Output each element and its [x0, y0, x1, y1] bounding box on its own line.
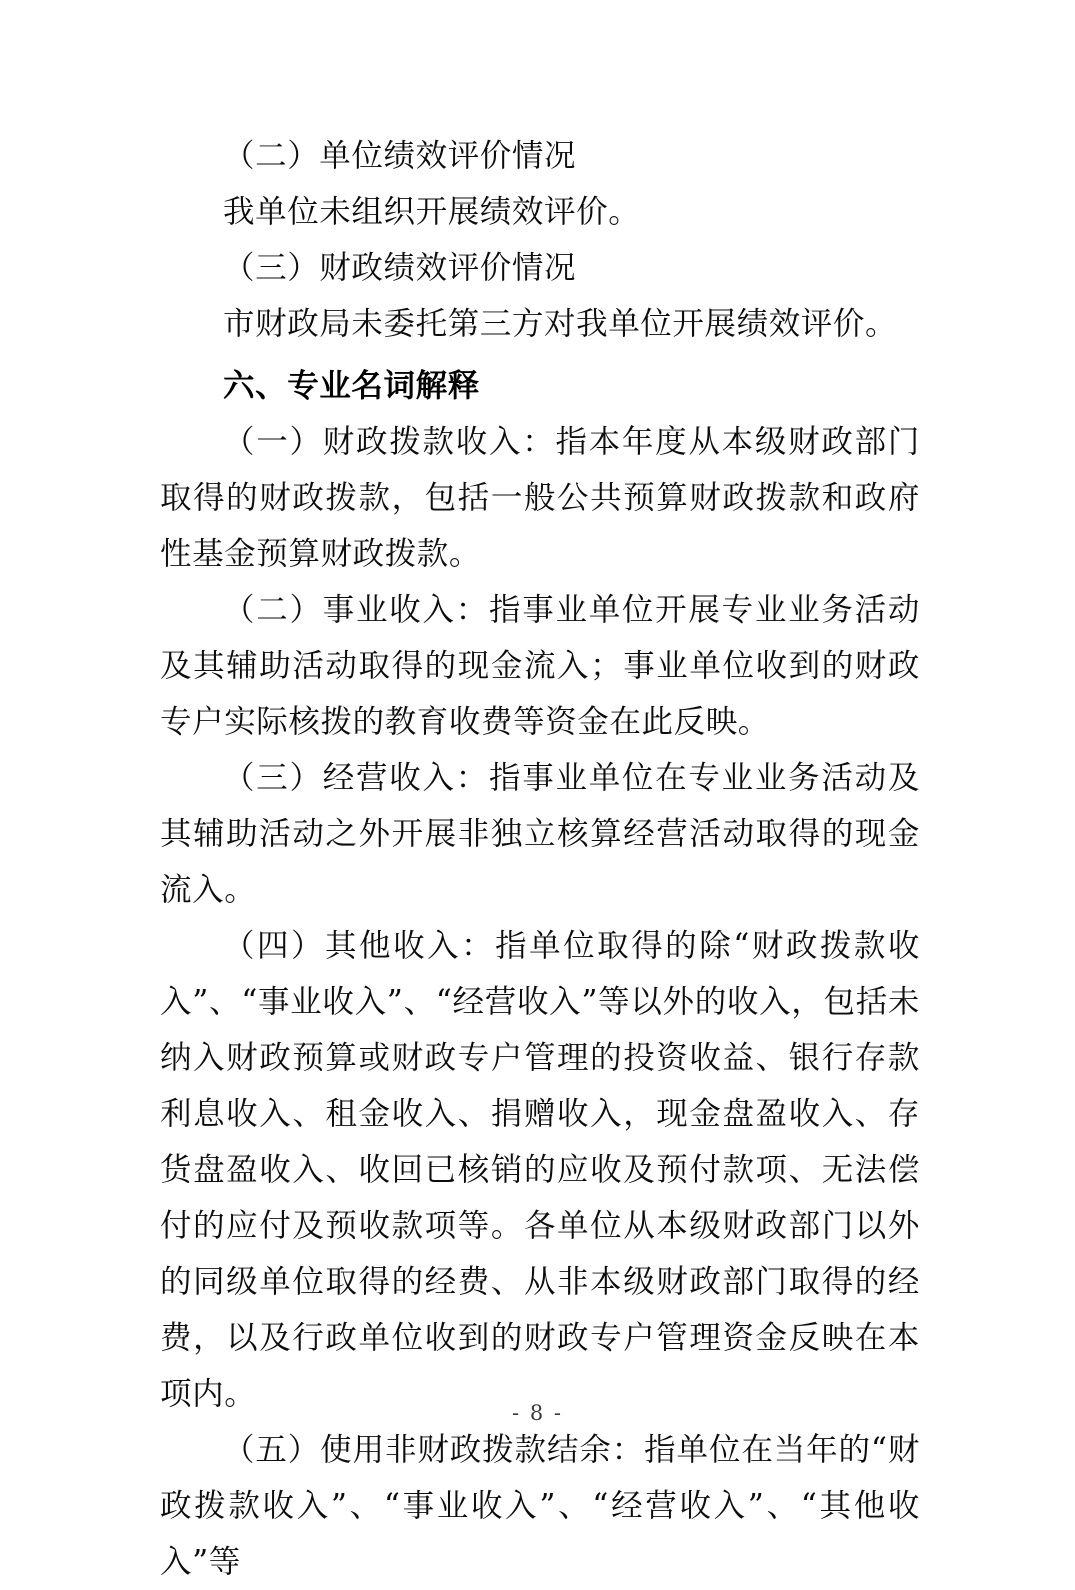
paragraph-term-business-income: （三）经营收入：指事业单位在专业业务活动及其辅助活动之外开展非独立核算经营活动取得的现金流入。 — [160, 760, 920, 908]
paragraph-term-use-of-non-fiscal-surplus: （五）使用非财政拨款结余：指单位在当年的“财政拨款收入”、“事业收入”、“经营收入”、“其他收入”等 — [160, 1432, 920, 1580]
heading-professional-terms: 六、专业名词解释 — [223, 368, 480, 404]
page-content — [160, 128, 920, 1590]
subheading-unit-performance-evaluation: （二）单位绩效评价情况 — [223, 138, 577, 174]
paragraph-fiscal-performance-evaluation-body: 市财政局未委托第三方对我单位开展绩效评价。 — [223, 306, 898, 342]
paragraph-term-fiscal-appropriation-income: （一）财政拨款收入：指本年度从本级财政部门取得的财政拨款，包括一般公共预算财政拨款和政府性基金预算财政拨款。 — [160, 424, 920, 572]
page-number-footer: - 8 - — [512, 1401, 563, 1425]
paragraph-term-operating-institution-income: （二）事业收入：指事业单位开展专业业务活动及其辅助活动取得的现金流入；事业单位收到的财政专户实际核拨的教育收费等资金在此反映。 — [160, 592, 920, 740]
paragraph-term-other-income: （四）其他收入：指单位取得的除“财政拨款收入”、“事业收入”、“经营收入”等以外的收入，包括未纳入财政预算或财政专户管理的投资收益、银行存款利息收入、租金收入、捐赠收入，现金盘盈收入、存货盘盈收入、收回已核销的应收及预付款项、无法偿付的应付及预收款项等。各单位从本级财政部门以外的同级单位取得的经费、从非本级财政部门取得的经费，以及行政单位收到的财政专户管理资金反映在本项内。 — [160, 928, 920, 1412]
subheading-fiscal-performance-evaluation: （三）财政绩效评价情况 — [223, 250, 577, 286]
paragraph-unit-performance-evaluation-body: 我单位未组织开展绩效评价。 — [223, 194, 641, 230]
